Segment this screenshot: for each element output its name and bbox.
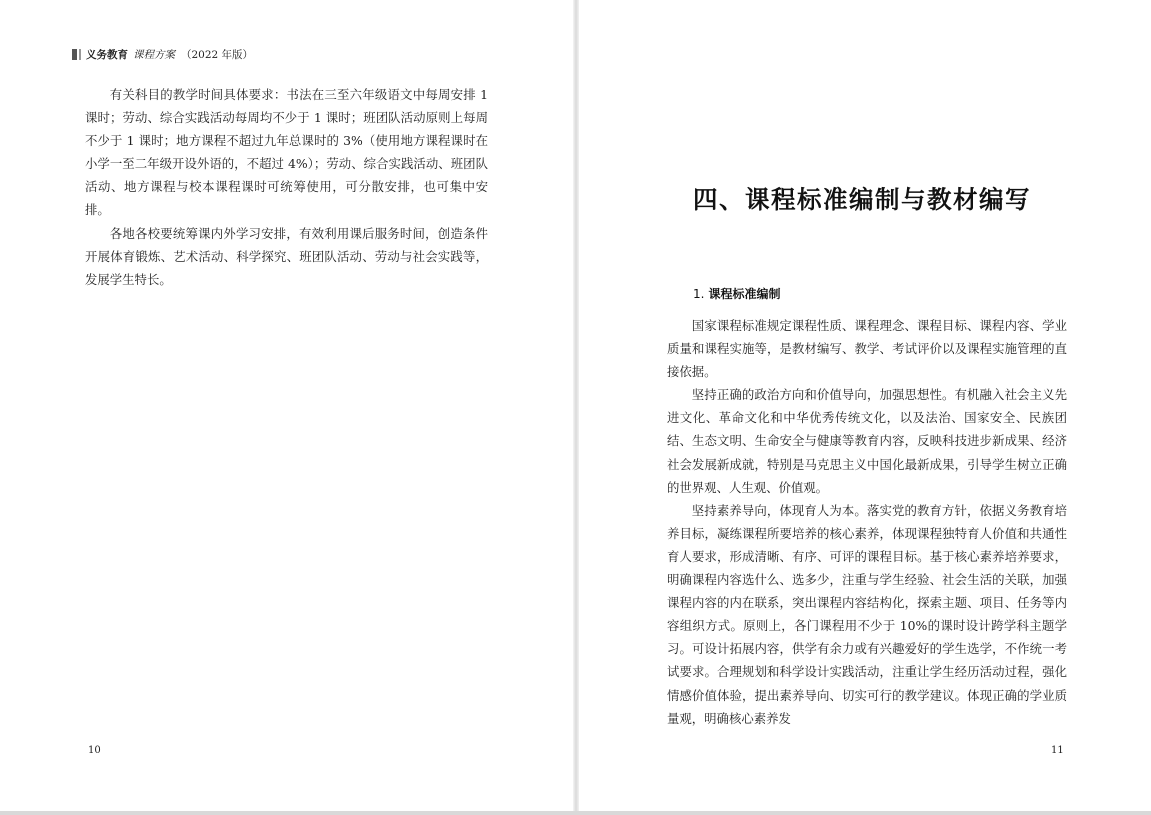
right-page (579, 0, 1151, 811)
left-body-text (85, 83, 488, 291)
header-title: 义务教育 (86, 48, 128, 61)
paragraph: 有关科目的教学时间具体要求：书法在三至六年级语文中每周安排 1 课时；劳动、综合实践活动每周均不少于 1 课时；班团队活动原则上每周不少于 1 课时；地方课程不超过九年总课时的 3%（使用地方课程课时在小学一至二年级开设外语的，不超过 4%）；劳动、综合实践活动、班团队活动、地方课程与校本课程课时可统筹使用，可分散安排，也可集中安排。 (85, 87, 488, 218)
header-bar-icon (72, 49, 81, 60)
page-number-left: 10 (88, 745, 101, 756)
paragraph: 坚持正确的政治方向和价值导向，加强思想性。有机融入社会主义先进文化、革命文化和中华优秀传统文化，以及法治、国家安全、民族团结、生态文明、生命安全与健康等教育内容，反映科技进步新成果、经济社会发展新成就，特别是马克思主义中国化最新成果，引导学生树立正确的世界观、人生观、价值观。 (667, 387, 1067, 495)
paragraph: 各地各校要统筹课内外学习安排，有效利用课后服务时间，创造条件开展体育锻炼、艺术活动、科学探究、班团队活动、劳动与社会实践等，发展学生特长。 (85, 225, 488, 287)
section-title: 课程标准编制 (708, 287, 781, 301)
running-header (72, 46, 253, 62)
section-heading (693, 285, 780, 302)
section-number: 1. (693, 287, 705, 301)
page-number-right: 11 (1051, 745, 1064, 756)
page-bottom-edge (0, 811, 1151, 815)
left-page (0, 0, 573, 811)
header-edition: （2022 年版） (181, 48, 254, 61)
right-body-text (667, 314, 1067, 730)
paragraph: 坚持素养导向，体现育人为本。落实党的教育方针，依据义务教育培养目标，凝练课程所要培养的核心素养，体现课程独特育人价值和共通性育人要求，形成清晰、有序、可评的课程目标。基于核心素养培养要求，明确课程内容选什么、选多少，注重与学生经验、社会生活的关联，加强课程内容的内在联系，突出课程内容结构化，探索主题、项目、任务等内容组织方式。原则上，各门课程用不少于 10%的课时设计跨学科主题学习。可设计拓展内容，供学有余力或有兴趣爱好的学生选学，不作统一考试要求。合理规划和科学设计实践活动，注重让学生经历活动过程，强化情感价值体验，提出素养导向、切实可行的教学建议。体现正确的学业质量观，明确核心素养发 (667, 502, 1067, 726)
header-subtitle: 课程方案 (133, 48, 175, 61)
chapter-title: 四、课程标准编制与教材编写 (693, 185, 1031, 214)
paragraph: 国家课程标准规定课程性质、课程理念、课程目标、课程内容、学业质量和课程实施等，是教材编写、教学、考试评价以及课程实施管理的直接依据。 (667, 318, 1067, 380)
